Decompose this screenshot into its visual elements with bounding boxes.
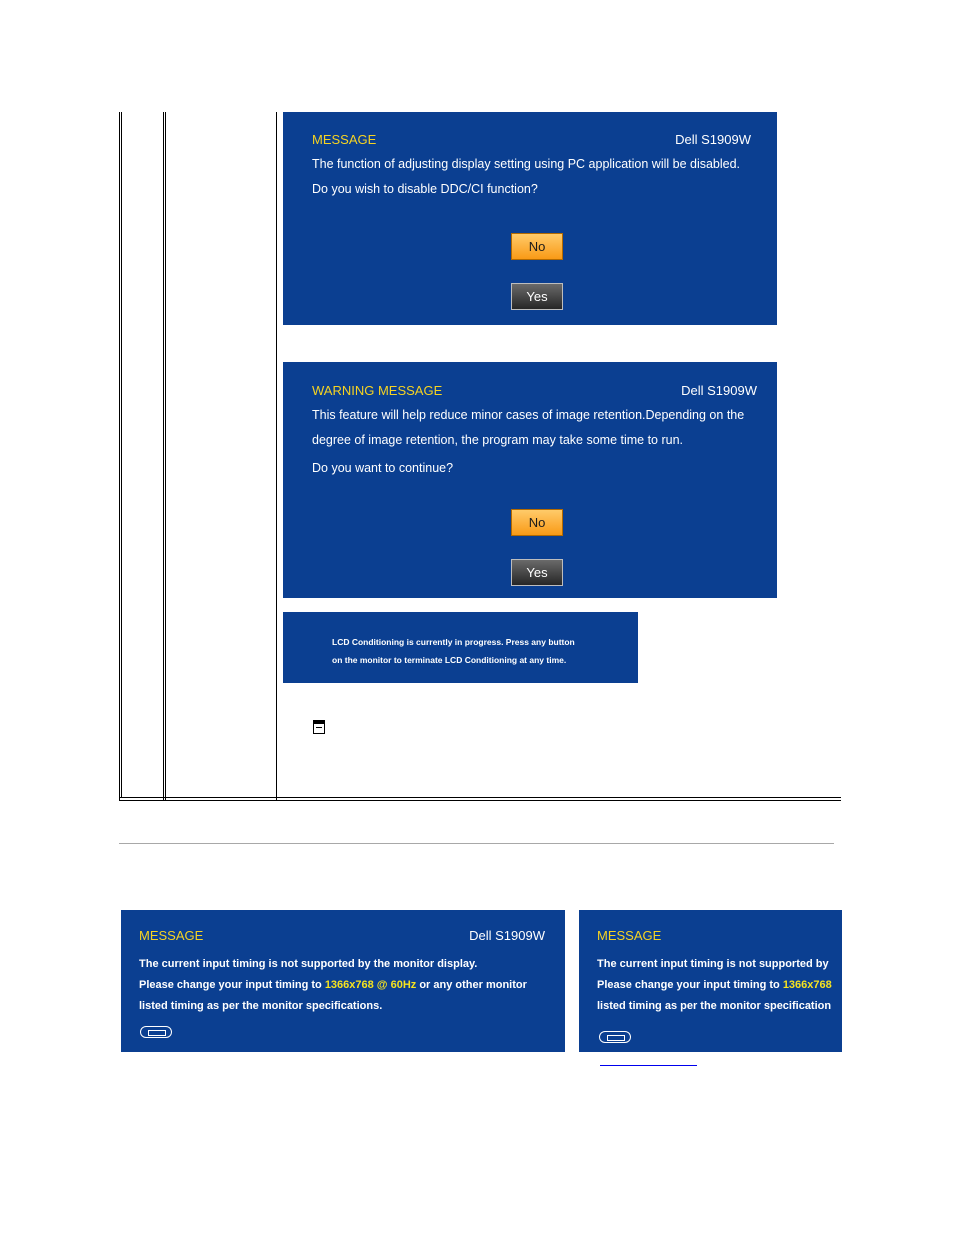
timing-highlight: 1366x768 @ 60Hz <box>324 979 417 991</box>
table-left-border <box>119 112 120 800</box>
yes-button[interactable]: Yes <box>511 559 563 586</box>
message-line <box>139 979 527 991</box>
model-name: Dell S1909W <box>469 928 545 943</box>
model-name: Dell S1909W <box>675 132 751 147</box>
vga-connector-icon <box>140 1026 172 1038</box>
note-icon <box>313 720 325 734</box>
table-left-border-inner <box>121 112 122 798</box>
table-col-divider-3 <box>276 112 277 800</box>
dialog-title: MESSAGE <box>312 132 377 147</box>
table-col-divider-2 <box>165 112 166 800</box>
message-line: The current input timing is not supported by <box>597 958 829 970</box>
no-button[interactable]: No <box>511 233 563 260</box>
message-line: Do you wish to disable DDC/CI function? <box>312 182 538 196</box>
section-divider <box>119 843 834 844</box>
lcd-conditioning-warning-dialog <box>283 362 777 598</box>
unsupported-timing-message <box>121 910 565 1052</box>
message-line: The function of adjusting display setting using PC application will be disabled. <box>312 157 741 171</box>
message-line: Do you want to continue? <box>312 461 454 475</box>
message-line: LCD Conditioning is currently in progress. Press any button <box>332 637 575 647</box>
no-button[interactable]: No <box>511 509 563 536</box>
table-col-divider-1 <box>163 112 164 800</box>
ddcci-message-dialog <box>283 112 777 325</box>
timing-highlight: 1366x768 <box>782 979 832 991</box>
table-bottom-border <box>119 797 841 798</box>
table-bottom-border-outer <box>119 800 841 801</box>
message-text: Please change your input timing to <box>597 979 783 991</box>
dialog-title: MESSAGE <box>139 928 204 943</box>
lcd-conditioning-progress-message <box>283 612 638 683</box>
unsupported-timing-message-cropped <box>579 910 842 1052</box>
dialog-title: WARNING MESSAGE <box>312 383 443 398</box>
message-line: on the monitor to terminate LCD Conditioning at any time. <box>332 655 567 665</box>
message-text: Please change your input timing to <box>139 979 325 991</box>
message-line: This feature will help reduce minor cases of image retention.Depending on the <box>312 408 745 422</box>
message-line: listed timing as per the monitor specification <box>597 1000 832 1012</box>
message-text: or any other monitor <box>416 979 527 991</box>
message-line: degree of image retention, the program may take some time to run. <box>312 433 684 447</box>
link-underline[interactable] <box>600 1065 697 1066</box>
yes-button[interactable]: Yes <box>511 283 563 310</box>
message-line: The current input timing is not supported by the monitor display. <box>139 958 478 970</box>
message-line: listed timing as per the monitor specifications. <box>139 1000 383 1012</box>
message-line <box>597 979 832 991</box>
vga-connector-icon <box>599 1031 631 1043</box>
model-name: Dell S1909W <box>681 383 757 398</box>
dialog-title: MESSAGE <box>597 928 662 943</box>
